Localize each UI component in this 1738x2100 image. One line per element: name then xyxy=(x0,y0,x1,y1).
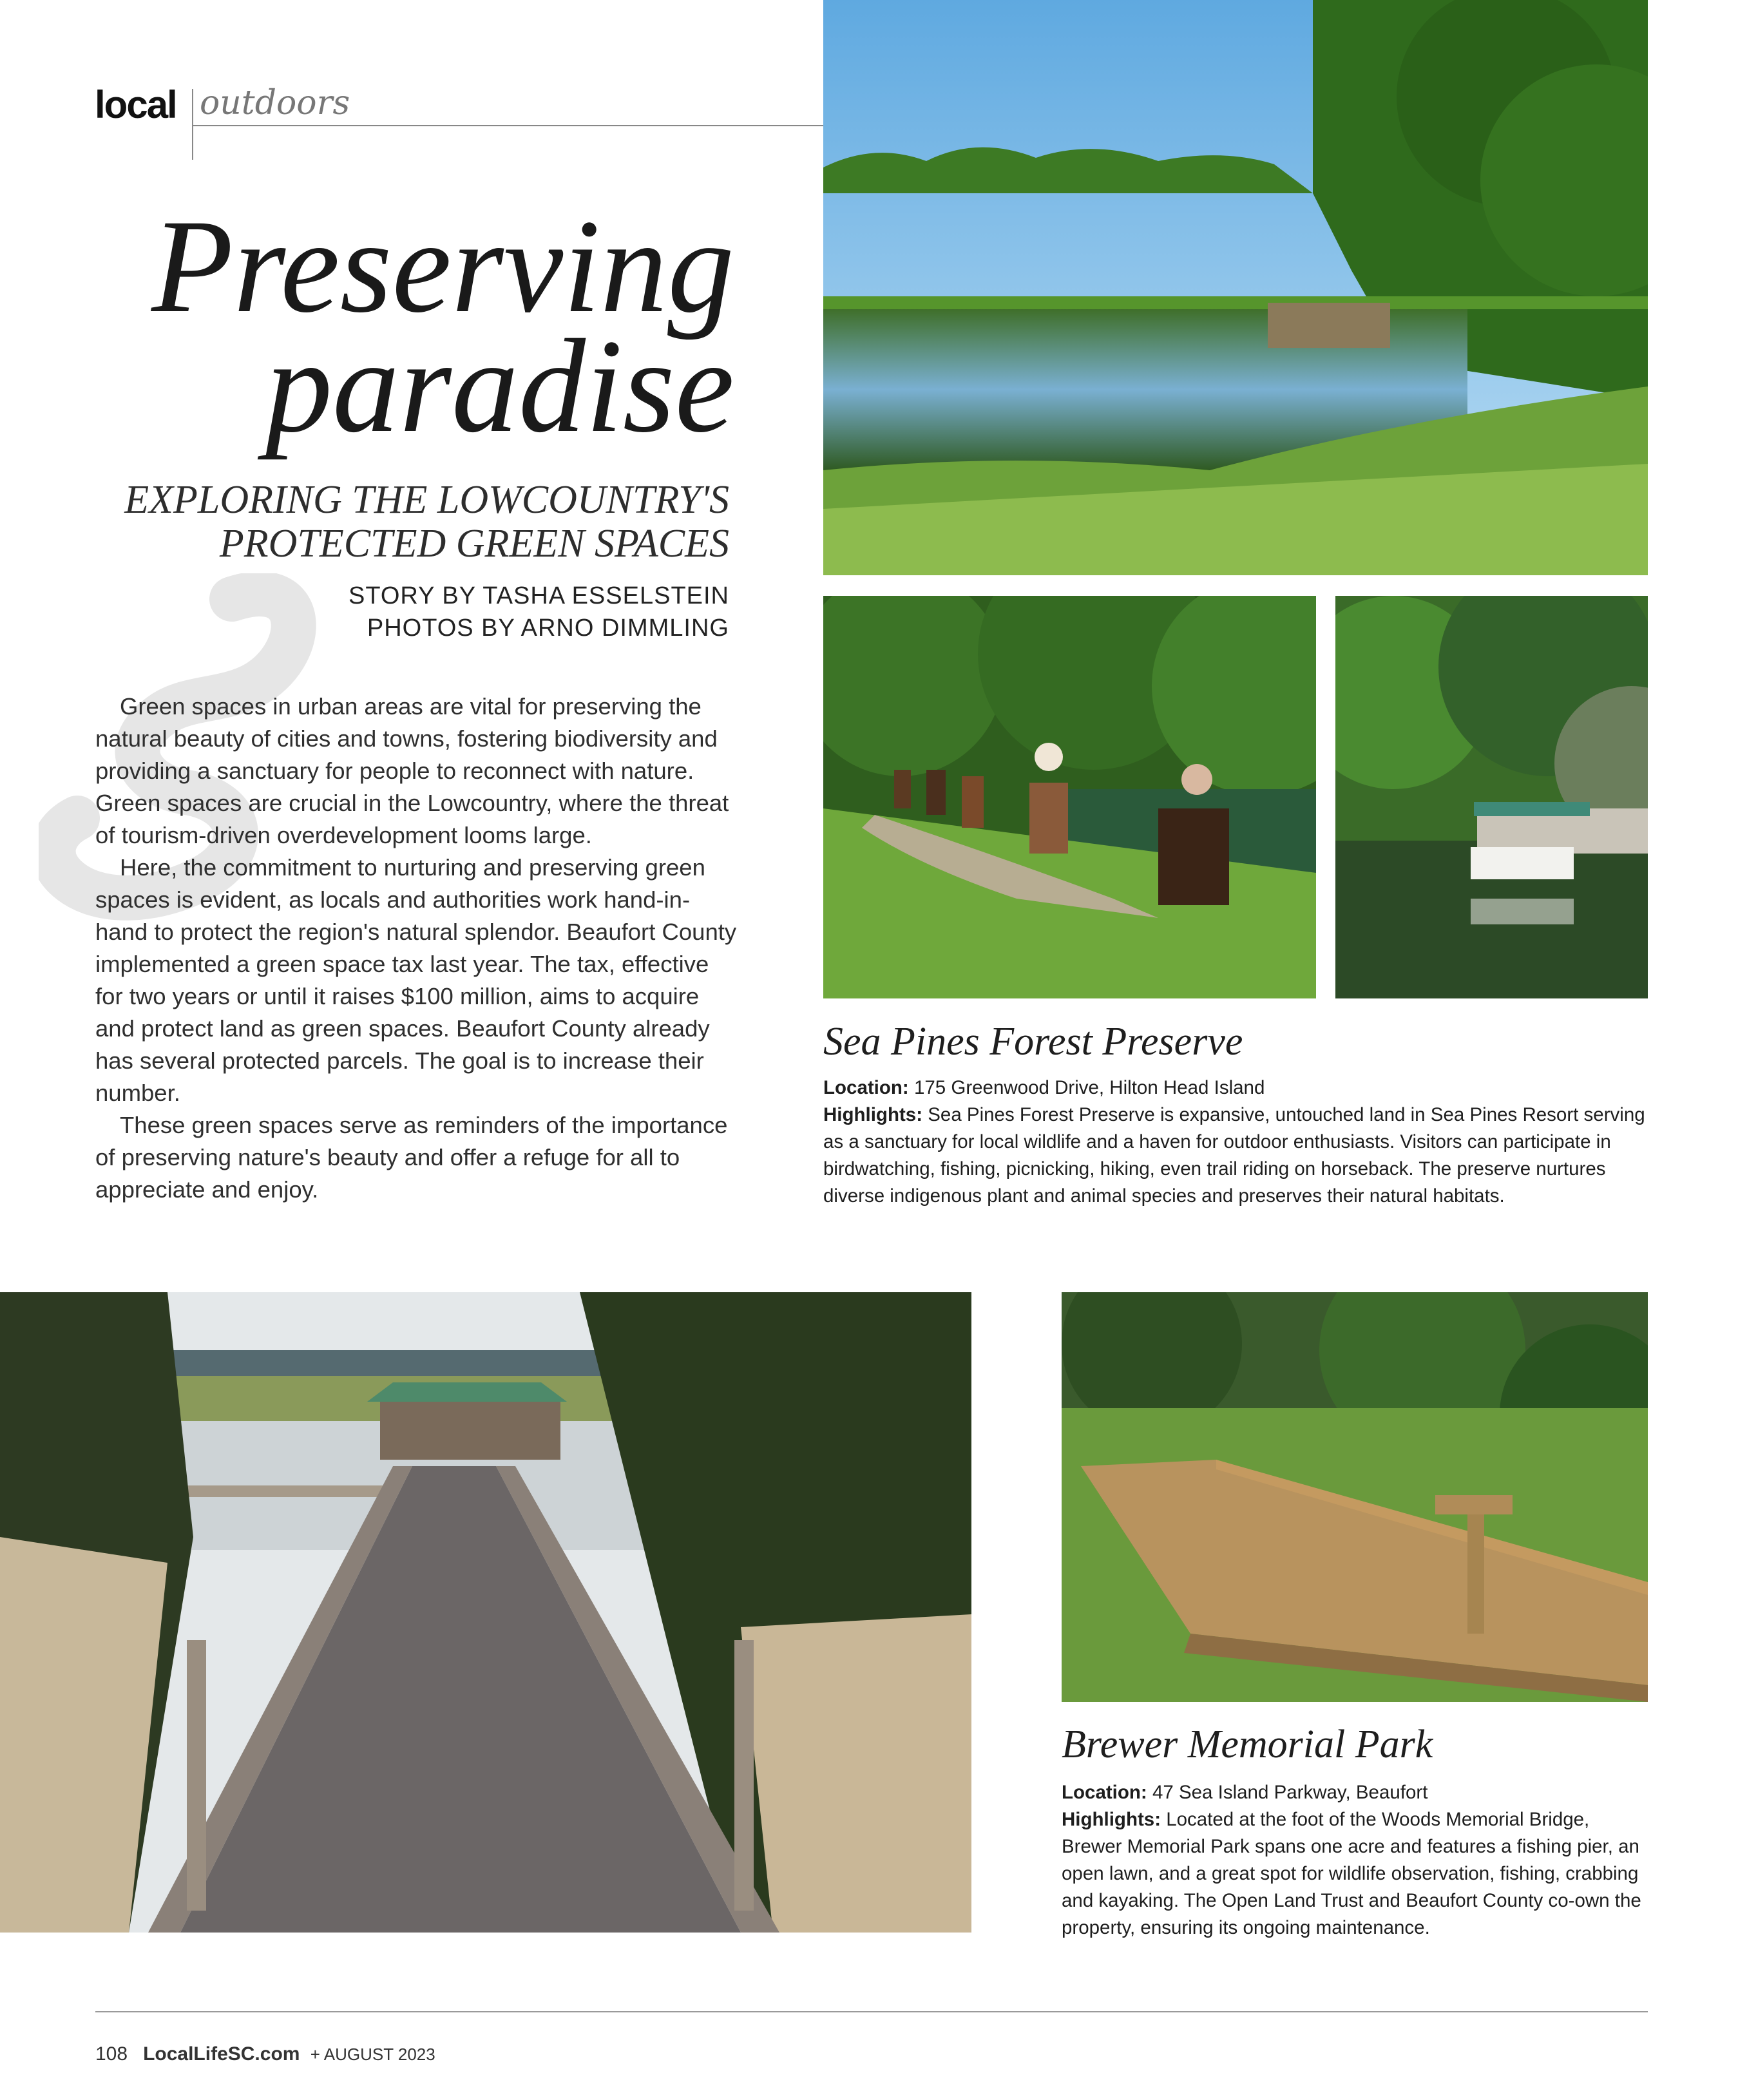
photo-wooden-pier xyxy=(0,1292,971,1933)
location-label: Location: xyxy=(1062,1782,1147,1803)
title-line-2: paradise xyxy=(265,312,734,460)
subtitle-line-1: EXPLORING THE LOWCOUNTRY'S xyxy=(124,478,729,522)
body-paragraph: Here, the commitment to nurturing and preserving green spaces is evident, as locals and authorities work hand-in-hand to protect the region's natural splendor. Beaufort County implemented a green space tax last year. The tax, effective for two years or until it raises $100 million, aims to acquire and protect land as green spaces. Beaufort County already has several protected parcels. The goal is to increase their number. xyxy=(95,854,737,1106)
place-details xyxy=(823,1074,1648,1210)
highlights-value: Located at the foot of the Woods Memorial Bridge, Brewer Memorial Park spans one acre and features a fishing pier, an open lawn, and a great spot for wildlife observation, fishing, crabbing and kayaking. The Open Land Trust and Beaufort County co-own the property, ensuring its ongoing maintenance. xyxy=(1062,1809,1641,1938)
photo-lake xyxy=(823,0,1648,575)
place-title: Sea Pines Forest Preserve xyxy=(823,1020,1243,1064)
location-value: 47 Sea Island Parkway, Beaufort xyxy=(1152,1782,1428,1803)
header-divider xyxy=(192,89,193,160)
photo-credit: PHOTOS BY ARNO DIMMLING xyxy=(367,615,729,642)
photo-horseback-riders xyxy=(823,596,1316,998)
subtitle-line-2: PROTECTED GREEN SPACES xyxy=(219,522,729,566)
place-location xyxy=(1062,1779,1648,1806)
page-number: 108 xyxy=(95,2043,128,2065)
body-paragraph: These green spaces serve as reminders of the importance of preserving nature's beauty and offer a refuge for all to appreciate and enjoy. xyxy=(95,1112,728,1203)
article-subtitle xyxy=(77,478,729,566)
highlights-value: Sea Pines Forest Preserve is expansive, untouched land in Sea Pines Resort serving as a sanctuary for local wildlife and a haven for outdoor enthusiasts. Visitors can participate in birdwatching, fishing, picnicking, hiking, even trail riding on horseback. The preserve nurtures diverse indigenous plant and animal species and preserves their natural habitats. xyxy=(823,1104,1645,1207)
subsection-label: outdoors xyxy=(200,84,350,122)
highlights-label: Highlights: xyxy=(1062,1809,1161,1830)
header-rule xyxy=(192,125,823,126)
place-title: Brewer Memorial Park xyxy=(1062,1723,1433,1766)
body-paragraph: Green spaces in urban areas are vital for preserving the natural beauty of cities and towns, fostering biodiversity and providing a sanctuary for people to reconnect with nature. Green spaces are crucial in the Lowcountry, where the threat of tourism-driven overdevelopment looms large. xyxy=(95,693,729,848)
place-highlights xyxy=(1062,1806,1648,1942)
article-credits xyxy=(258,580,729,644)
photo-pontoon-boat xyxy=(1335,596,1648,998)
story-credit: STORY BY TASHA ESSELSTEIN xyxy=(348,582,729,609)
place-location xyxy=(823,1074,1648,1102)
article-title xyxy=(129,192,734,460)
highlights-label: Highlights: xyxy=(823,1104,923,1125)
place-highlights xyxy=(823,1102,1648,1210)
photo-boardwalk-trail xyxy=(1062,1292,1648,1702)
issue-date: + AUGUST 2023 xyxy=(310,2045,435,2064)
place-details xyxy=(1062,1779,1648,1942)
location-label: Location: xyxy=(823,1077,909,1098)
location-value: 175 Greenwood Drive, Hilton Head Island xyxy=(913,1077,1265,1098)
footer-rule xyxy=(95,2011,1648,2012)
article-body xyxy=(95,691,740,1206)
page-footer xyxy=(95,2043,435,2065)
title-line-1: Preserving xyxy=(151,192,734,340)
site-link[interactable]: LocalLifeSC.com xyxy=(143,2043,300,2065)
section-label: local xyxy=(95,83,177,126)
